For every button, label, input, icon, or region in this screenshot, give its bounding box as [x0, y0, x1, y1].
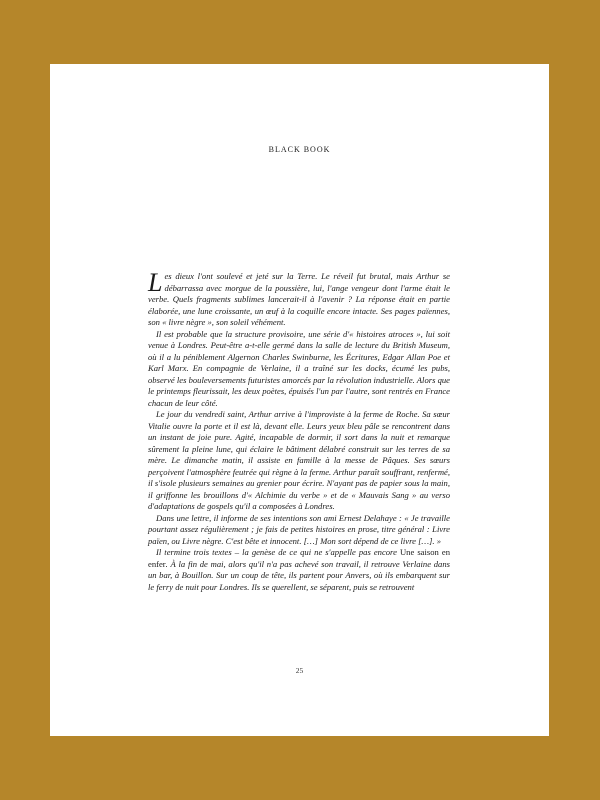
drop-cap: L [148, 268, 163, 297]
paragraph-1-text: es dieux l'ont soulevé et jeté sur la Terre. Le réveil fut brutal, mais Arthur se débarrassa avec morgue de la poussière, lui, l'ange vengeur dont l'arme était le verbe. Quels fragments sublimes lancerait-il à l'avenir ? La réponse était en partie élaborée, une lune croissante, un œuf à la coquille encore intacte. Ses pages païennes, son « livre nègre », son soleil véhément. [148, 271, 450, 327]
book-title-roman: Une saison en enfer [148, 547, 450, 569]
paragraph-1 [148, 268, 450, 329]
page-number: 25 [295, 666, 304, 675]
paragraph-3: Le jour du vendredi saint, Arthur arrive à l'improviste à la ferme de Roche. Sa sœur Vitalie ouvre la porte et il est là, devant elle. Leurs yeux bleu pâle se rencontrent dans un instant de joie pure. Agité, incapable de dormir, il sort dans la nuit et remarque sûrement la pleine lune, qui éclaire le bâtiment délabré construit sur les terres de sa mère. Le dimanche matin, il assiste en famille à la messe de Pâques. Ses sœurs perçoivent l'atmosphère feutrée qui règne à la ferme. Arthur paraît souffrant, renfermé, il s'isole plusieurs semaines au grenier pour écrire. N'ayant pas de papier sous la main, il griffonne les brouillons d'« Alchimie du verbe » et de « Mauvais Sang » au verso d'adaptations de gospels qu'il a composées à Londres. [148, 409, 450, 511]
paragraph-5-before: Il termine trois textes – la genèse de ce qui ne s'appelle pas encore [156, 547, 400, 557]
book-page [50, 64, 549, 736]
body-text [148, 268, 450, 593]
paragraph-5-after: . À la fin de mai, alors qu'il n'a pas achevé son travail, il retrouve Verlaine dans un bar, à Bouillon. Sur un coup de tête, ils partent pour Anvers, où ils embarquent sur le ferry de nuit pour Londres. Ils se querellent, se séparent, puis se retrouvent [148, 558, 450, 592]
paragraph-4: Dans une lettre, il informe de ses intentions son ami Ernest Delahaye : « Je travaille pourtant assez régulièrement ; je fais de petites histoires en prose, titre général : Livre païen, ou Livre nègre. C'est bête et innocent. […] Mon sort dépend de ce livre […]. » [148, 512, 450, 546]
paragraph-5 [148, 547, 450, 593]
paragraph-2: Il est probable que la structure provisoire, une série d'« histoires atroces », lui soit venue à Londres. Peut-être a-t-elle germé dans la salle de lecture du British Museum, où il a lu péniblement Algernon Charles Swinburne, les Écritures, Edgar Allan Poe et Karl Marx. En compagnie de Verlaine, il a traîné sur les docks, écumé les pubs, observé les bouleversements futuristes amorcés par la révolution industrielle. Alors que le printemps fleurissait, les deux poètes, épuisés l'un par l'autre, sont rentrés en France chacun de leur côté. [148, 328, 450, 408]
running-head: BLACK BOOK [268, 145, 331, 154]
